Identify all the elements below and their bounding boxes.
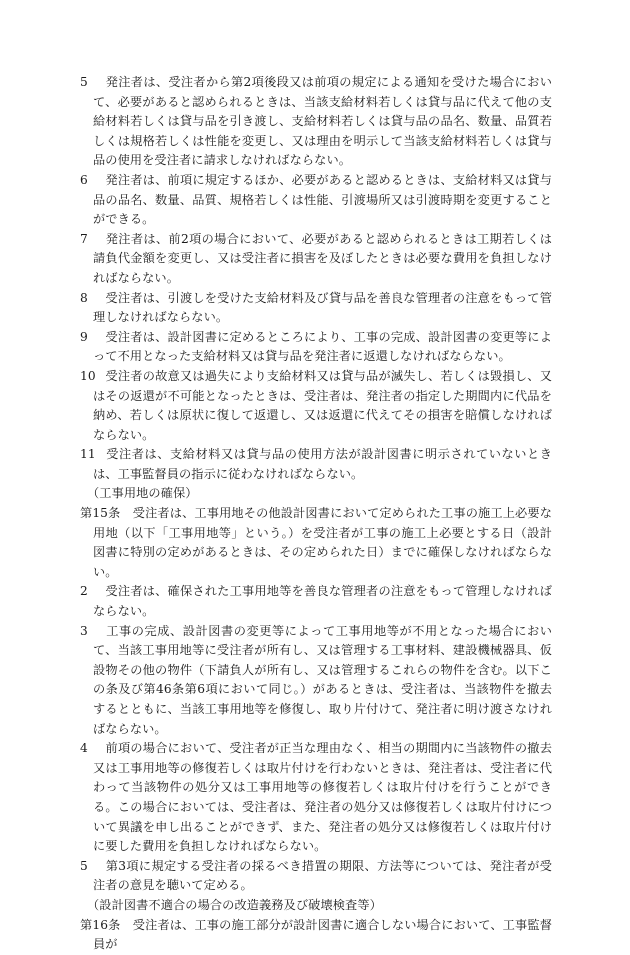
clause-number: 2 <box>80 584 88 599</box>
clause-15-4 <box>80 739 552 857</box>
clause-number: 5 <box>80 75 88 89</box>
clause-15-3 <box>80 622 552 740</box>
clause-number: 5 <box>80 858 88 873</box>
clause-text: 受注者は、設計図書に定めるところにより、工事の完成、設計図書の変更等によって不用となった支給材料又は貸与品を発注者に返還しなければならない。 <box>93 329 552 364</box>
clause-text: 受注者は、確保された工事用地等を善良な管理者の注意をもって管理しなければならない。 <box>93 584 552 619</box>
clause-number: 8 <box>80 290 88 305</box>
article-16 <box>80 916 552 955</box>
clause-15-5 <box>80 857 552 896</box>
article-15 <box>80 504 552 582</box>
article-text: 受注者は、工事用地その他設計図書において定められた工事の施工上必要な用地（以下「工事用地等」という。）を受注者が工事の施工上必要とする日（設計図書に特別の定めがあるときは、その定められた日）までに確保しなければならない。 <box>93 506 552 579</box>
article-text: 受注者は、工事の施工部分が設計図書に適合しない場合において、工事監督員が <box>93 917 552 952</box>
clause-number: 9 <box>80 329 88 344</box>
clause-text: 受注者の故意又は過失により支給材料又は貸与品が滅失し、若しくは毀損し、又はその返還が不可能となったときは、受注者は、発注者の指定した期間内に代品を納め、若しくは原状に復して返還し、又は返還に代えてその損害を賠償しなければならない。 <box>93 368 552 442</box>
clause-number: 4 <box>80 741 88 756</box>
document-body <box>80 73 552 955</box>
article-number: 第15条 <box>80 506 121 521</box>
clause-text: 工事の完成、設計図書の変更等によって工事用地等が不用となった場合において、当該工事用地等に受注者が所有し、又は管理する工事材料、建設機械器具、仮設物その他の物件（下請負人が所有し、又は管理するこれらの物件を含む。以下この条及び第46条第6項において同じ。）があるときは、受注者は、当該物件を撤去するとともに、当該工事用地等を修復し、取り片付けて、発注者に明け渡さなければならない。 <box>93 623 552 736</box>
clause-10 <box>80 367 552 445</box>
clause-text: 受注者は、支給材料又は貸与品の使用方法が設計図書に明示されていないときは、工事監督員の指示に従わなければならない。 <box>93 447 552 481</box>
clause-text: 発注者は、前2項の場合において、必要があると認められるときは工期若しくは請負代金額を変更し、又は受注者に損害を及ぼしたときは必要な費用を負担しなければならない。 <box>93 231 552 285</box>
section-heading-land: （工事用地の確保） <box>87 486 198 501</box>
clause-8 <box>80 289 552 328</box>
clause-11 <box>80 445 552 484</box>
clause-text: 前項の場合において、受注者が正当な理由なく、相当の期間内に当該物件の撤去又は工事用地等の修復若しくは取片付けを行わないときは、発注者は、受注者に代わって当該物件の処分又は工事用地等の修復若しくは取片付けを行うことができる。この場合においては、受注者は、発注者の処分又は修復若しくは取片付けについて異議を申し出ることができず、また、発注者の処分又は修復若しくは取片付けに要した費用を負担しなければならない。 <box>93 741 552 854</box>
clause-number: 3 <box>80 623 88 638</box>
clause-7 <box>80 230 552 289</box>
clause-number: 10 <box>80 368 96 383</box>
clause-number: 7 <box>80 231 88 246</box>
clause-text: 受注者は、引渡しを受けた支給材料及び貸与品を善良な管理者の注意をもって管理しなければならない。 <box>93 290 552 325</box>
clause-number: 11 <box>80 447 96 462</box>
article-number: 第16条 <box>80 917 121 932</box>
clause-text: 第3項に規定する受注者の採るべき措置の期限、方法等については、発注者が受注者の意見を聴いて定める。 <box>93 858 552 893</box>
clause-text: 発注者は、受注者から第2項後段又は前項の規定による通知を受けた場合において、必要があると認められるときは、当該支給材料若しくは貸与品に代えて他の支給材料若しくは貸与品を引き渡し、支給材料若しくは貸与品の品名、数量、品質若しくは規格若しくは性能を変更し、又は理由を明示して当該支給材料若しくは貸与品の使用を受注者に請求しなければならない。 <box>93 75 552 168</box>
clause-5 <box>80 73 552 171</box>
clause-text: 発注者は、前項に規定するほか、必要があると認めるときは、支給材料又は貸与品の品名、数量、品質、規格若しくは性能、引渡場所又は引渡時期を変更することができる。 <box>93 172 552 227</box>
clause-number: 6 <box>80 172 88 187</box>
clause-6 <box>80 171 552 230</box>
section-heading-nonconformity: （設計図書不適合の場合の改造義務及び破壊検査等） <box>87 897 382 912</box>
clause-15-2 <box>80 582 552 621</box>
clause-9 <box>80 328 552 367</box>
